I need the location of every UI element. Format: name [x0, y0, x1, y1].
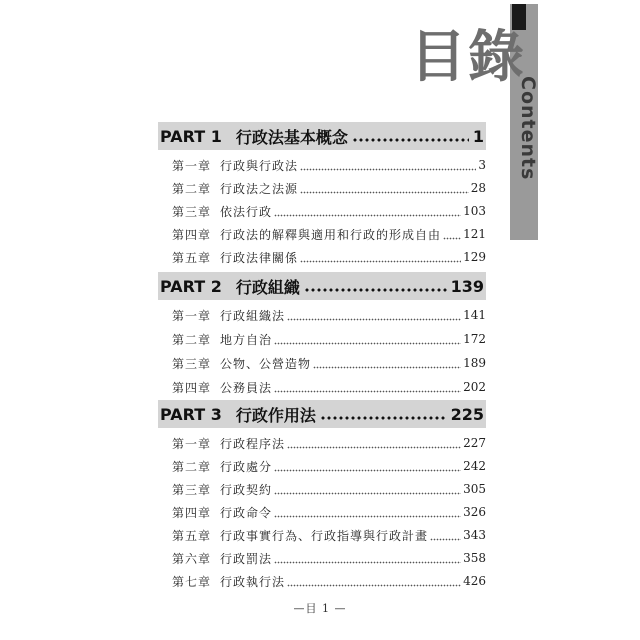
chapter-title: 行政程序法	[220, 436, 286, 451]
chapter-number: 第二章	[172, 332, 212, 347]
page-footer: —目 1 —	[293, 602, 347, 615]
chapter-number: 第一章	[172, 308, 212, 323]
toc-entry[interactable]	[172, 434, 486, 452]
dot-leader	[274, 492, 461, 495]
chapter-page: 121	[463, 227, 486, 241]
toc-entry[interactable]	[172, 225, 486, 243]
chapter-number: 第六章	[172, 551, 212, 566]
toc-entry[interactable]	[172, 179, 486, 197]
chapter-number: 第二章	[172, 459, 212, 474]
chapter-title: 行政法的解釋與適用和行政的形成自由	[220, 227, 442, 242]
dot-leader	[300, 168, 476, 171]
toc-entry[interactable]	[172, 378, 486, 396]
part-label: PART 2	[160, 276, 222, 296]
chapter-number: 第三章	[172, 204, 212, 219]
part-label: PART 3	[160, 404, 222, 424]
chapter-page: 326	[463, 505, 486, 519]
dot-leader	[274, 515, 461, 518]
chapter-title: 行政法律關係	[220, 250, 299, 265]
chapter-title: 行政執行法	[220, 574, 286, 589]
dot-leader	[287, 584, 461, 587]
chapter-page: 28	[470, 181, 486, 195]
chapter-title: 行政法之法源	[220, 181, 299, 196]
dot-leader	[430, 538, 461, 541]
chapter-page: 129	[463, 250, 486, 264]
dot-leader	[274, 390, 461, 393]
dot-leader	[300, 191, 469, 194]
part-label: PART 1	[160, 126, 222, 146]
toc-entry[interactable]	[172, 156, 486, 174]
chapter-page: 305	[463, 482, 486, 496]
chapter-number: 第四章	[172, 380, 212, 395]
chapter-page: 227	[463, 436, 486, 450]
dot-leader	[300, 260, 461, 263]
part-title: 行政組織	[235, 277, 300, 297]
part-title: 行政作用法	[235, 405, 316, 425]
chapter-page: 358	[463, 551, 486, 565]
chapter-page: 103	[463, 204, 486, 218]
chapter-page: 242	[463, 459, 486, 473]
contents-side-label: Contents	[517, 76, 539, 181]
dot-leader	[274, 214, 461, 217]
chapter-page: 3	[478, 158, 486, 172]
dot-leader	[443, 237, 461, 240]
dot-leader	[274, 469, 461, 472]
toc-entry[interactable]	[172, 457, 486, 475]
chapter-title: 行政罰法	[220, 551, 273, 566]
part-heading[interactable]	[158, 122, 486, 150]
chapter-number: 第五章	[172, 250, 212, 265]
chapter-number: 第三章	[172, 356, 212, 371]
dot-leader	[352, 138, 469, 142]
chapter-number: 第一章	[172, 158, 212, 173]
toc-entry[interactable]	[172, 306, 486, 324]
chapter-page: 202	[463, 380, 486, 394]
chapter-page: 426	[463, 574, 486, 588]
chapter-title: 行政命令	[220, 505, 273, 520]
toc-entry[interactable]	[172, 503, 486, 521]
part-page: 139	[450, 276, 484, 296]
chapter-page: 141	[463, 308, 486, 322]
chapter-number: 第三章	[172, 482, 212, 497]
toc-entry[interactable]	[172, 572, 486, 590]
dot-leader	[287, 446, 461, 449]
part-heading[interactable]	[158, 272, 486, 300]
chapter-number: 第二章	[172, 181, 212, 196]
dot-leader	[287, 318, 461, 321]
part-heading[interactable]	[158, 400, 486, 428]
chapter-number: 第一章	[172, 436, 212, 451]
chapter-title: 行政處分	[220, 459, 273, 474]
chapter-number: 第四章	[172, 505, 212, 520]
toc-entry[interactable]	[172, 354, 486, 372]
chapter-title: 公物、公營造物	[220, 356, 312, 371]
part-page: 1	[472, 126, 484, 146]
chapter-page: 172	[463, 332, 486, 346]
part-page: 225	[450, 404, 484, 424]
toc-entry[interactable]	[172, 248, 486, 266]
toc-entry[interactable]	[172, 202, 486, 220]
dot-leader	[304, 288, 447, 292]
chapter-page: 189	[463, 356, 486, 370]
dot-leader	[313, 366, 461, 369]
chapter-title: 公務員法	[220, 380, 273, 395]
chapter-title: 行政契約	[220, 482, 273, 497]
chapter-page: 343	[463, 528, 486, 542]
chapter-title: 行政與行政法	[220, 158, 299, 173]
chapter-number: 第七章	[172, 574, 212, 589]
chapter-number: 第四章	[172, 227, 212, 242]
dot-leader	[274, 561, 461, 564]
dot-leader	[274, 342, 461, 345]
page-title: 目錄	[410, 25, 526, 90]
toc-entry[interactable]	[172, 480, 486, 498]
toc-entry[interactable]	[172, 526, 486, 544]
chapter-title: 行政組織法	[220, 308, 286, 323]
dot-leader	[320, 416, 447, 420]
toc-entry[interactable]	[172, 549, 486, 567]
chapter-number: 第五章	[172, 528, 212, 543]
part-title: 行政法基本概念	[235, 127, 348, 147]
chapter-title: 地方自治	[220, 332, 273, 347]
toc-entry[interactable]	[172, 330, 486, 348]
chapter-title: 依法行政	[220, 204, 273, 219]
chapter-title: 行政事實行為、行政指導與行政計畫	[220, 528, 429, 543]
